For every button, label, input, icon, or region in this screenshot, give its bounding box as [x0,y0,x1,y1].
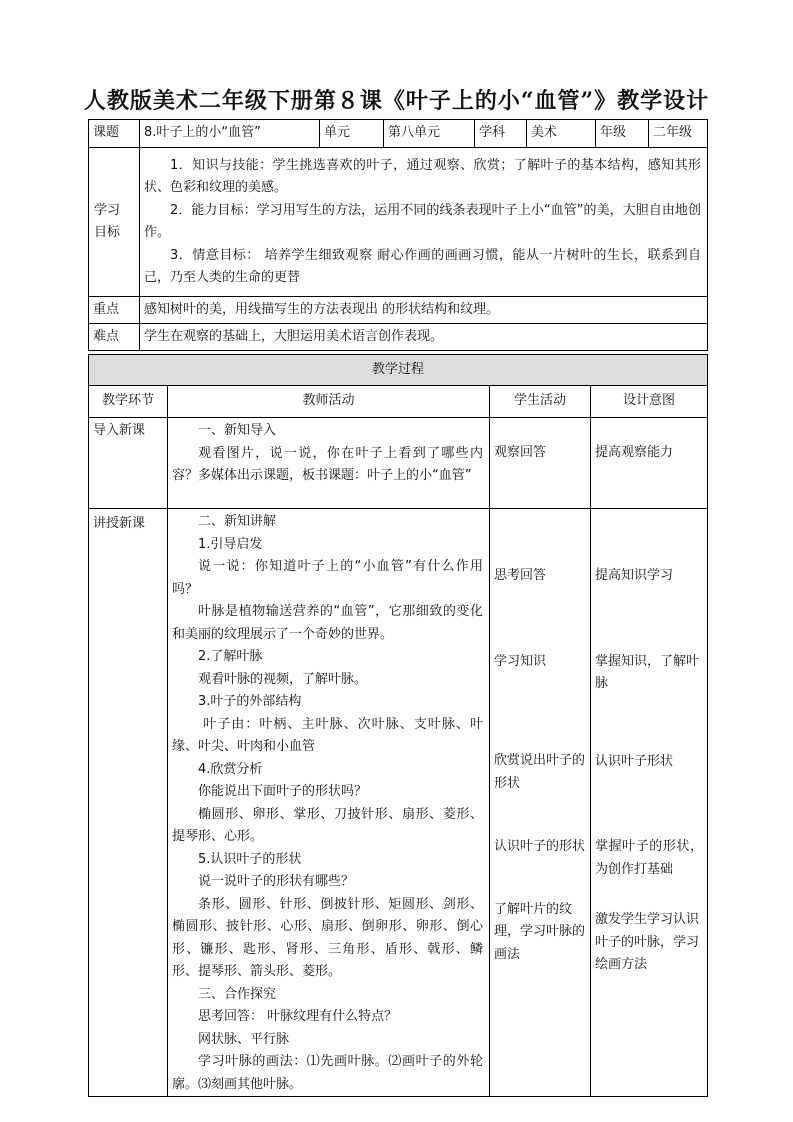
lecture-intent [591,509,708,1097]
design-intent: 掌握知识，了解叶脉 [595,653,700,691]
student-activity: 学习知识 [494,653,547,669]
objective-item: 1．知识与技能：学生挑选喜欢的叶子，通过观察、欣赏；了解叶子的基本结构，感知其形状、色彩和纹理的美感。 [144,157,701,195]
key-point-text: 感知树叶的美，用线描写生的方法表现出 的形状结构和纹理。 [140,297,708,324]
teacher-line: 观看叶脉的视频，了解叶脉。 [198,671,368,687]
teacher-line: 学习叶脉的画法：⑴先画叶脉。⑵画叶子的外轮廓。⑶刻画其他叶脉。 [172,1054,483,1092]
process-title-row [89,355,708,386]
teacher-line: 一、新知导入 [198,423,277,438]
teacher-line: 说一说：你知道叶子上的“小血管”有什么作用吗？ [172,559,483,597]
teacher-line: 椭圆形、卵形、掌形、刀披针形、扇形、菱形、提琴形、心形。 [172,806,483,844]
col-stage: 教学环节 [89,386,168,418]
intro-stage: 导入新课 [89,418,168,509]
unit-label: 单元 [320,120,384,148]
teacher-line: 叶子由：叶柄、主叶脉、次叶脉、支叶脉、叶缘、叶尖、叶肉和小血管 [172,716,483,754]
grade-value: 二年级 [649,120,708,148]
design-intent: 认识叶子形状 [595,753,674,769]
student-activity: 了解叶片的纹理，学习叶脉的画法 [494,901,586,962]
intro-teacher [168,418,490,509]
teacher-line: 条形、圆形、针形、倒披针形、矩圆形、剑形、椭圆形、披针形、心形、扇形、倒卵形、卵形、倒心形、镰形、匙形、肾形、三角形、盾形、戟形、鳞形、提琴形、箭头形、菱形。 [172,896,483,979]
lecture-stage: 讲授新课 [89,509,168,1097]
teacher-line: 4.欣赏分析 [198,761,263,777]
student-activity: 欣赏说出叶子的形状 [494,753,586,791]
difficulty-text: 学生在观察的基础上，大胆运用美术语言创作表现。 [140,324,708,351]
difficulty-row [89,324,708,351]
key-point-row [89,297,708,324]
teacher-line: 二、新知讲解 [198,514,277,529]
teacher-line: 观看图片，说一说，你在叶子上看到了哪些内容？多媒体出示课题，板书课题：叶子上的小“血管” [172,445,483,483]
design-intent: 激发学生学习认识叶子的叶脉，学习绘画方法 [595,912,700,972]
student-activity: 思考回答 [494,568,547,583]
info-table [88,119,708,351]
topic-label: 课题 [89,120,140,148]
lecture-row [89,509,708,1097]
student-activity: 认识叶子的形状 [494,839,586,854]
objectives-text [140,148,708,297]
teacher-line: 叶脉是植物输送营养的“血管”，它那细致的变化和美丽的纹理展示了一个奇妙的世界。 [172,604,483,642]
teacher-line: 2.了解叶脉 [198,649,263,664]
teacher-line: 思考回答： 叶脉纹理有什么特点？ [198,1009,398,1024]
teacher-line: 说一说叶子的形状有哪些？ [198,874,355,889]
lecture-student [490,509,591,1097]
intro-row [89,418,708,509]
topic-value: 8.叶子上的小“血管” [140,120,320,148]
objective-item: 3．情意目标： 培养学生细致观察 耐心作画的画画习惯，能从一片树叶的生长，联系到自己，乃至人类的生命的更替 [144,247,701,285]
objective-item: 2．能力目标：学习用写生的方法，运用不同的线条表现叶子上小“血管”的美，大胆自由地创作。 [144,202,701,240]
teacher-line: 1.引导启发 [198,536,263,552]
objectives-row [89,148,708,297]
teacher-line: 三、合作探究 [198,986,277,1002]
subject-value: 美术 [527,120,596,148]
process-header-row [89,386,708,418]
process-table [88,354,708,1097]
key-point-label: 重点 [89,297,140,324]
subject-label: 学科 [475,120,527,148]
intro-student: 观察回答 [490,418,591,509]
teacher-line: 5.认识叶子的形状 [198,851,302,867]
intro-intent: 提高观察能力 [591,418,708,509]
col-teacher: 教师活动 [168,386,490,418]
lecture-teacher [168,509,490,1097]
col-intent: 设计意图 [591,386,708,418]
header-row [89,120,708,148]
teacher-line: 网状脉、平行脉 [198,1031,290,1047]
objectives-label: 学习 目标 [89,148,140,297]
teacher-line: 3.叶子的外部结构 [198,694,302,709]
grade-label: 年级 [596,120,649,148]
difficulty-label: 难点 [89,324,140,351]
design-intent: 提高知识学习 [595,568,674,583]
teacher-line: 你能说出下面叶子的形状吗？ [198,784,368,799]
unit-value: 第八单元 [384,120,475,148]
process-title: 教学过程 [89,355,708,386]
col-student: 学生活动 [490,386,591,418]
page-title: 人教版美术二年级下册第８课《叶子上的小“血管”》教学设计 [83,88,710,114]
design-intent: 掌握叶子的形状，为创作打基础 [595,839,704,877]
